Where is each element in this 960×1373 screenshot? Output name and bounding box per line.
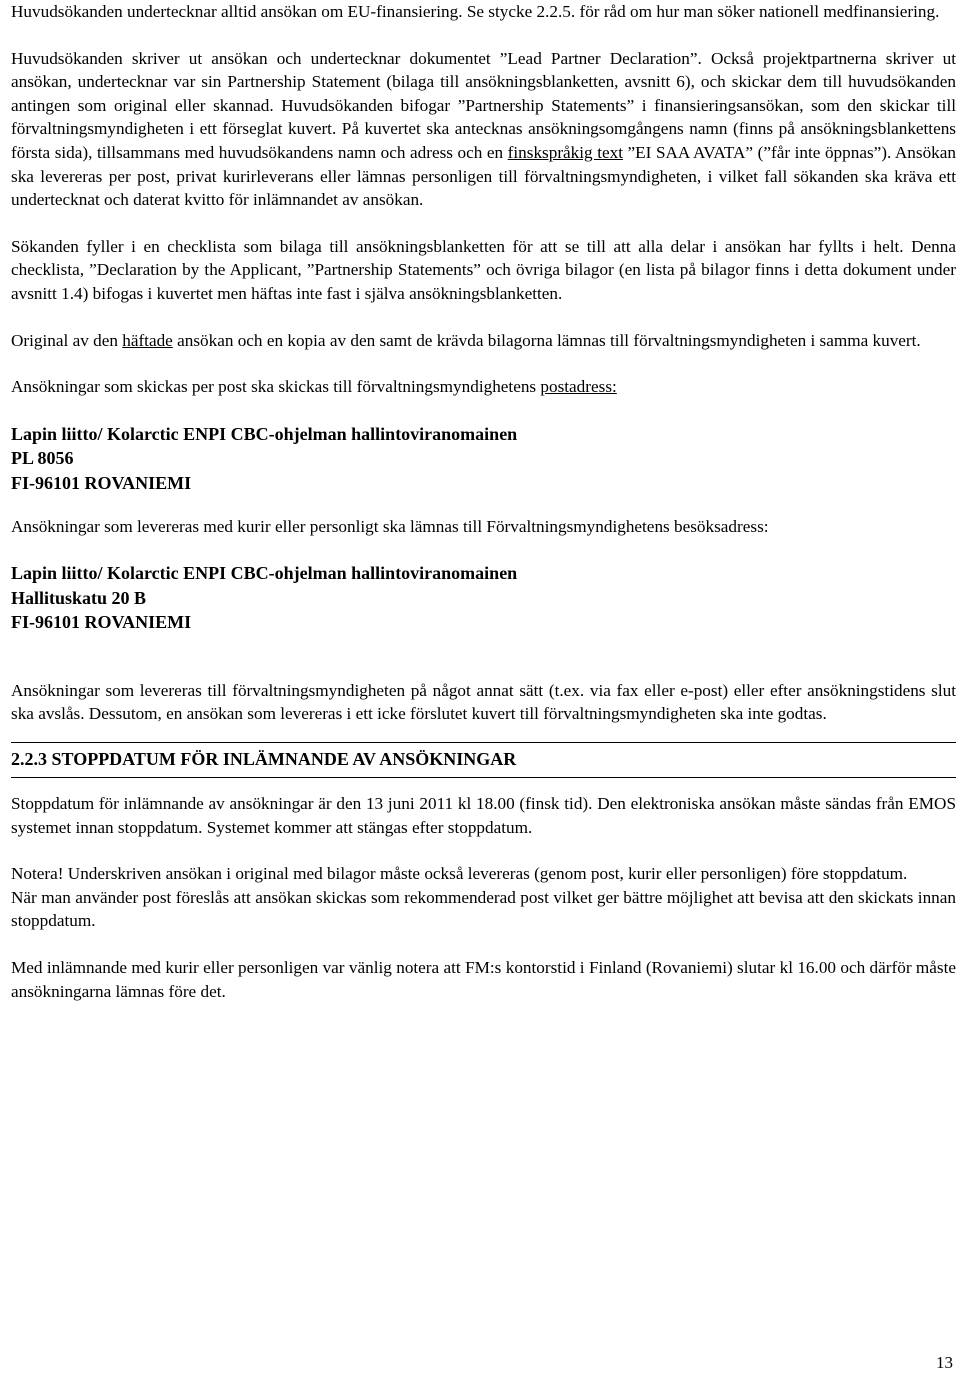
- intro-paragraph: Huvudsökanden undertecknar alltid ansökan om EU-finansiering. Se stycke 2.2.5. för råd om hur man söker nationell medfinansiering.: [11, 2, 940, 21]
- postal-intro-text: Ansökningar som skickas per post ska skickas till förvaltningsmyndighetens: [11, 377, 537, 397]
- section-heading: 2.2.3 STOPPDATUM FÖR INLÄMNANDE AV ANSÖKNINGAR: [11, 749, 517, 770]
- section-heading-box: [11, 742, 956, 778]
- postal-address-line: Lapin liitto/ Kolarctic ENPI CBC-ohjelman hallintoviranomainen: [11, 423, 518, 444]
- postal-intro-underlined: postadress:: [540, 377, 617, 397]
- visit-address-line: FI-96101 ROVANIEMI: [11, 612, 192, 633]
- page-number: 13: [936, 1353, 953, 1372]
- original-text-underlined: häftade: [122, 330, 173, 350]
- visit-address-block: [11, 561, 956, 635]
- original-paragraph: [11, 329, 956, 353]
- visit-address-line: Lapin liitto/ Kolarctic ENPI CBC-ohjelman hallintoviranomainen: [11, 563, 518, 584]
- registered-post-paragraph: När man använder post föreslås att ansökan skickas som rekommenderad post vilket ger bättre möjlighet att bevisa att den skickats innan stoppdatum.: [11, 887, 956, 931]
- postal-address-line: FI-96101 ROVANIEMI: [11, 472, 192, 493]
- note-paragraph: Notera! Underskriven ansökan i original med bilagor måste också levereras (genom post, kurir eller personligen) före stoppdatum.: [11, 864, 908, 884]
- signing-text-a: Huvudsökanden skriver ut ansökan och undertecknar dokumentet ”Lead Partner Declaration”. Också projektpartnerna skriver ut ansökan, undertecknar var sin Partnership Statement (bilaga till ansökningsblanketten, avsnitt 6), och skickar dem till huvudsökanden antingen som original eller skannad. Huvudsökanden bifogar ”Partnership Statements” i finansieringsansökan, som den skickar till förvaltningsmyndigheten i ett förseglat kuvert. På kuvertet ska antecknas ansökningsomgångens namn (finns på ansökningsblankettens första sida), tillsammans med huvudsökandens namn och adress och en: [11, 48, 956, 162]
- document-page: [11, 0, 956, 1003]
- visit-address-line: Hallituskatu 20 B: [11, 587, 147, 608]
- signing-text-b: ”EI SAA AVATA” (”får inte öppnas”). Ansökan ska levereras per post, privat kurirleverans eller lämnas personligen till förvaltningsmyndigheten, i vilket fall sökanden ska kräva ett undertecknat och daterat kvitto för inlämnandet av ansökan.: [11, 142, 956, 210]
- signing-paragraph: [11, 47, 956, 212]
- original-text-b: ansökan och en kopia av den samt de krävda bilagorna lämnas till förvaltningsmyndigheten i samma kuvert.: [177, 330, 921, 350]
- postal-address-block: [11, 422, 956, 496]
- checklist-paragraph: Sökanden fyller i en checklista som bilaga till ansökningsblanketten för att se till att alla delar i ansökan har fyllts i helt. Denna checklista, ”Declaration by the Applicant, ”Partnership Statements” och övriga bilagor (en lista på bilagor finns i detta dokument under avsnitt 1.4) bifogas i kuvertet men häftas inte fast i själva ansökningsblanketten.: [11, 236, 956, 303]
- postal-intro-paragraph: [11, 375, 956, 399]
- original-text-a: Original av den: [11, 330, 118, 350]
- deadline-paragraph: Stoppdatum för inlämnande av ansökningar är den 13 juni 2011 kl 18.00 (finsk tid). Den elektroniska ansökan måste sändas från EMOS systemet innan stoppdatum. Systemet kommer att stängas efter stoppdatum.: [11, 794, 956, 837]
- rejection-paragraph: Ansökningar som levereras till förvaltningsmyndigheten på något annat sätt (t.ex. via fax eller e-post) eller efter ansökningstidens slut ska avslås. Dessutom, en ansökan som levereras i ett icke förslutet kuvert till förvaltningsmyndigheten ska inte godtas.: [11, 680, 956, 724]
- finnish-text-link: finskspråkig text: [507, 142, 623, 162]
- office-hours-paragraph: Med inlämnande med kurir eller personligen var vänlig notera att FM:s kontorstid i Finland (Rovaniemi) slutar kl 16.00 och därför måste ansökningarna lämnas före det.: [11, 958, 956, 1001]
- visit-intro-paragraph: Ansökningar som levereras med kurir eller personligt ska lämnas till Förvaltningsmyndighetens besöksadress:: [11, 516, 769, 536]
- postal-address-line: PL 8056: [11, 448, 74, 469]
